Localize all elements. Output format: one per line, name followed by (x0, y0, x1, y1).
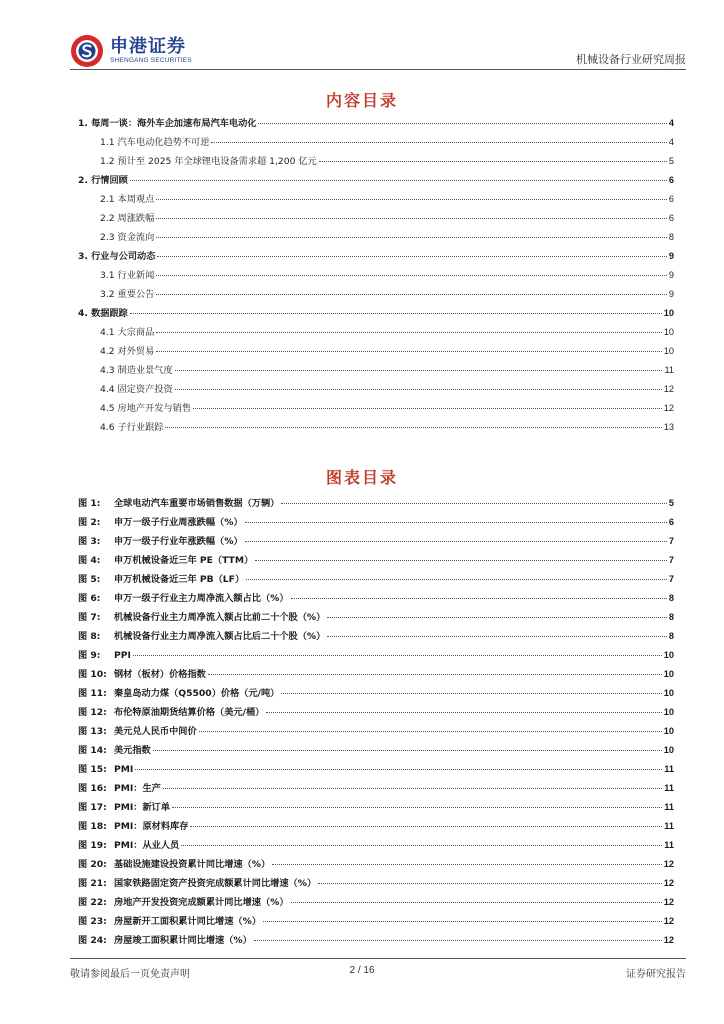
figure-number: 图 10: (78, 669, 107, 680)
toc-entry-label: 4.4 固定资产投资 (100, 384, 173, 395)
figure-label: PMI：新订单 (114, 802, 171, 813)
figure-label: PPI (114, 650, 131, 661)
figure-label: 申万机械设备近三年 PE（TTM） (114, 555, 254, 566)
toc-entry-page: 6 (668, 194, 674, 204)
toc-entry[interactable] (78, 400, 674, 419)
figure-number: 图 4: (78, 555, 101, 566)
figure-entry[interactable] (78, 495, 674, 514)
figure-entry[interactable] (78, 571, 674, 590)
toc-entry-page: 5 (668, 156, 674, 166)
figure-entry[interactable] (78, 533, 674, 552)
toc-entry-label: 3.1 行业新闻 (100, 270, 155, 281)
dot-leader (254, 940, 662, 941)
dot-leader (291, 598, 667, 599)
figure-label: 美元兑人民币中间价 (114, 726, 197, 737)
figure-label: PMI：原材料库存 (114, 821, 189, 832)
figure-page: 10 (663, 745, 674, 755)
toc-entry-page: 6 (668, 213, 674, 223)
toc-entry[interactable] (78, 343, 674, 362)
figure-number: 图 5: (78, 574, 101, 585)
figure-page: 10 (663, 669, 674, 679)
figure-number: 图 16: (78, 783, 107, 794)
figure-number: 图 9: (78, 650, 101, 661)
dot-leader (156, 218, 667, 219)
report-title: 机械设备行业研究周报 (576, 53, 686, 66)
dot-leader (156, 332, 661, 333)
figure-label: 申万一级子行业周涨跌幅（%） (114, 517, 243, 528)
figure-page: 11 (664, 802, 674, 812)
figure-label: 钢材（板材）价格指数 (114, 669, 206, 680)
figure-page: 10 (663, 726, 674, 736)
toc-entry[interactable] (78, 248, 674, 267)
figure-page: 5 (668, 498, 674, 508)
dot-leader (135, 769, 662, 770)
report-type: 证券研究报告 (626, 969, 686, 980)
figure-label: 申万机械设备近三年 PB（LF） (114, 574, 245, 585)
toc-entry[interactable] (78, 153, 674, 172)
toc-entry-label: 2.1 本周观点 (100, 194, 155, 205)
toc-entry[interactable] (78, 115, 674, 134)
dot-leader (281, 503, 667, 504)
figure-entry[interactable] (78, 761, 674, 780)
figure-page: 12 (663, 897, 674, 907)
toc-entry-page: 6 (668, 175, 674, 185)
figure-number: 图 15: (78, 764, 107, 775)
dot-leader (190, 826, 662, 827)
dot-leader (211, 142, 666, 143)
figure-entry[interactable] (78, 514, 674, 533)
toc-entry[interactable] (78, 172, 674, 191)
figure-number: 图 2: (78, 517, 101, 528)
figure-label: 秦皇岛动力煤（Q5500）价格（元/吨） (114, 688, 280, 699)
figure-page: 12 (663, 878, 674, 888)
figure-number: 图 22: (78, 897, 107, 908)
page-header (70, 34, 686, 70)
toc-entry-page: 4 (668, 118, 674, 128)
toc-entry-page: 12 (663, 384, 674, 394)
toc-entry-label: 1.1 汽车电动化趋势不可逆 (100, 137, 210, 148)
figure-entry[interactable] (78, 723, 674, 742)
dot-leader (130, 180, 667, 181)
figure-entry[interactable] (78, 590, 674, 609)
dot-leader (175, 370, 663, 371)
figures-title: 图表目录 (325, 468, 398, 487)
figure-number: 图 7: (78, 612, 101, 623)
figure-number: 图 18: (78, 821, 107, 832)
toc-entry-label: 4.3 制造业景气度 (100, 365, 173, 376)
dot-leader (165, 427, 661, 428)
toc-entry-page: 10 (663, 346, 674, 356)
dot-leader (153, 750, 662, 751)
toc-entry-page: 11 (664, 365, 674, 375)
figure-entry[interactable] (78, 856, 674, 875)
figure-page: 11 (664, 840, 674, 850)
toc-entry-label: 4.2 对外贸易 (100, 346, 155, 357)
figure-page: 12 (663, 916, 674, 926)
figure-entry[interactable] (78, 685, 674, 704)
figure-label: 房地产开发投资完成额累计同比增速（%） (114, 897, 289, 908)
dot-leader (258, 123, 666, 124)
toc-entry[interactable] (78, 191, 674, 210)
toc-entry[interactable] (78, 286, 674, 305)
figure-number: 图 24: (78, 935, 107, 946)
figure-entry[interactable] (78, 704, 674, 723)
figure-label: PMI：生产 (114, 783, 161, 794)
figure-entry[interactable] (78, 818, 674, 837)
toc-entry-label: 2.3 资金流向 (100, 232, 155, 243)
dot-leader (327, 617, 667, 618)
dot-leader (245, 522, 667, 523)
figure-label: 房屋竣工面积累计同比增速（%） (114, 935, 252, 946)
toc-entry-page: 10 (663, 308, 674, 318)
figure-page: 12 (663, 935, 674, 945)
figure-label: PMI：从业人员 (114, 840, 180, 851)
dot-leader (291, 902, 662, 903)
figure-number: 图 20: (78, 859, 107, 870)
figure-number: 图 19: (78, 840, 107, 851)
figure-entry[interactable] (78, 628, 674, 647)
figure-label: 布伦特原油期货结算价格（美元/桶） (114, 707, 265, 718)
toc-entry[interactable] (78, 419, 674, 438)
figure-page: 11 (664, 783, 674, 793)
shengang-logo-icon (70, 34, 104, 68)
figure-label: 国家铁路固定资产投资完成额累计同比增速（%） (114, 878, 317, 889)
figure-entry[interactable] (78, 837, 674, 856)
toc-entry-page: 9 (668, 251, 674, 261)
figure-label: 机械设备行业主力周净流入额占比前二十个股（%） (114, 612, 326, 623)
toc-entry-page: 13 (663, 422, 674, 432)
header-divider (70, 69, 686, 70)
figure-page: 10 (663, 707, 674, 717)
figure-entry[interactable] (78, 647, 674, 666)
dot-leader (263, 921, 662, 922)
toc-title: 内容目录 (325, 91, 398, 110)
figure-label: 房屋新开工面积累计同比增速（%） (114, 916, 262, 927)
figure-number: 图 13: (78, 726, 107, 737)
figure-entry[interactable] (78, 552, 674, 571)
toc-entry-label: 2. 行情回顾 (78, 175, 128, 186)
dot-leader (163, 788, 662, 789)
disclaimer-note: 敬请参阅最后一页免责声明 (70, 969, 190, 980)
figure-entry[interactable] (78, 609, 674, 628)
figure-number: 图 23: (78, 916, 107, 927)
figure-number: 图 3: (78, 536, 101, 547)
dot-leader (281, 693, 661, 694)
figure-entry[interactable] (78, 780, 674, 799)
dot-leader (245, 541, 667, 542)
toc-entry-label: 1.2 预计至 2025 年全球锂电设备需求超 1,200 亿元 (100, 156, 317, 167)
dot-leader (156, 294, 667, 295)
toc-entry[interactable] (78, 229, 674, 248)
figure-label: 申万一级子行业主力周净流入额占比（%） (114, 593, 289, 604)
dot-leader (199, 731, 662, 732)
figure-entry[interactable] (78, 799, 674, 818)
figure-number: 图 1: (78, 498, 101, 509)
figure-page: 8 (668, 612, 674, 622)
figure-entry[interactable] (78, 742, 674, 761)
dot-leader (157, 256, 666, 257)
dot-leader (156, 351, 661, 352)
figure-page: 6 (668, 517, 674, 527)
dot-leader (175, 389, 662, 390)
toc-entry-label: 4.5 房地产开发与销售 (100, 403, 192, 414)
toc-entry-page: 10 (663, 327, 674, 337)
dot-leader (319, 161, 667, 162)
figure-entry[interactable] (78, 932, 674, 951)
figure-label: 基础设施建设投资累计同比增速（%） (114, 859, 271, 870)
toc-entry-page: 9 (668, 270, 674, 280)
toc-entry[interactable] (78, 362, 674, 381)
toc-entry-label: 3.2 重要公告 (100, 289, 155, 300)
page-indicator: 2 / 16 (349, 965, 375, 976)
dot-leader (133, 655, 662, 656)
dot-leader (156, 199, 667, 200)
toc-entry-page: 4 (668, 137, 674, 147)
dot-leader (130, 313, 662, 314)
toc-entry[interactable] (78, 210, 674, 229)
figure-page: 7 (668, 574, 674, 584)
footer-divider (70, 958, 686, 959)
dot-leader (193, 408, 662, 409)
figure-page: 8 (668, 593, 674, 603)
logo-chinese-name: 申港证券 (110, 36, 186, 57)
dot-leader (172, 807, 662, 808)
figure-number: 图 6: (78, 593, 101, 604)
toc-entry[interactable] (78, 305, 674, 324)
figure-list (78, 495, 674, 951)
figure-page: 12 (663, 859, 674, 869)
dot-leader (181, 845, 662, 846)
figure-number: 图 8: (78, 631, 101, 642)
figure-number: 图 14: (78, 745, 107, 756)
figure-page: 7 (668, 555, 674, 565)
figure-page: 7 (668, 536, 674, 546)
toc-entry-label: 2.2 周涨跌幅 (100, 213, 155, 224)
figure-number: 图 11: (78, 688, 107, 699)
table-of-contents (78, 115, 674, 438)
dot-leader (318, 883, 662, 884)
figure-number: 图 12: (78, 707, 107, 718)
toc-entry-label: 4. 数据跟踪 (78, 308, 128, 319)
figure-label: PMI (114, 764, 134, 775)
figure-page: 10 (663, 650, 674, 660)
toc-entry-page: 8 (668, 232, 674, 242)
toc-entry[interactable] (78, 381, 674, 400)
figure-page: 10 (663, 688, 674, 698)
logo-english-name: SHENGANG SECURITIES (110, 57, 192, 64)
figure-page: 11 (664, 764, 674, 774)
toc-entry-label: 4.6 子行业跟踪 (100, 422, 164, 433)
figure-entry[interactable] (78, 666, 674, 685)
toc-entry-page: 12 (663, 403, 674, 413)
dot-leader (327, 636, 667, 637)
dot-leader (272, 864, 662, 865)
figure-label: 全球电动汽车重要市场销售数据（万辆） (114, 498, 280, 509)
toc-entry[interactable] (78, 324, 674, 343)
dot-leader (156, 275, 667, 276)
toc-entry[interactable] (78, 267, 674, 286)
figure-entry[interactable] (78, 913, 674, 932)
dot-leader (156, 237, 667, 238)
toc-entry-label: 4.1 大宗商品 (100, 327, 155, 338)
company-logo (70, 34, 192, 68)
figure-label: 申万一级子行业年涨跌幅（%） (114, 536, 243, 547)
toc-entry-page: 9 (668, 289, 674, 299)
figure-entry[interactable] (78, 875, 674, 894)
dot-leader (208, 674, 662, 675)
toc-entry[interactable] (78, 134, 674, 153)
figure-number: 图 17: (78, 802, 107, 813)
figure-page: 8 (668, 631, 674, 641)
toc-entry-label: 3. 行业与公司动态 (78, 251, 156, 262)
dot-leader (255, 560, 667, 561)
dot-leader (246, 579, 667, 580)
figure-page: 11 (664, 821, 674, 831)
figure-number: 图 21: (78, 878, 107, 889)
figure-entry[interactable] (78, 894, 674, 913)
figure-label: 美元指数 (114, 745, 151, 756)
figure-label: 机械设备行业主力周净流入额占比后二十个股（%） (114, 631, 326, 642)
toc-entry-label: 1. 每周一谈：海外车企加速布局汽车电动化 (78, 118, 257, 129)
dot-leader (266, 712, 661, 713)
